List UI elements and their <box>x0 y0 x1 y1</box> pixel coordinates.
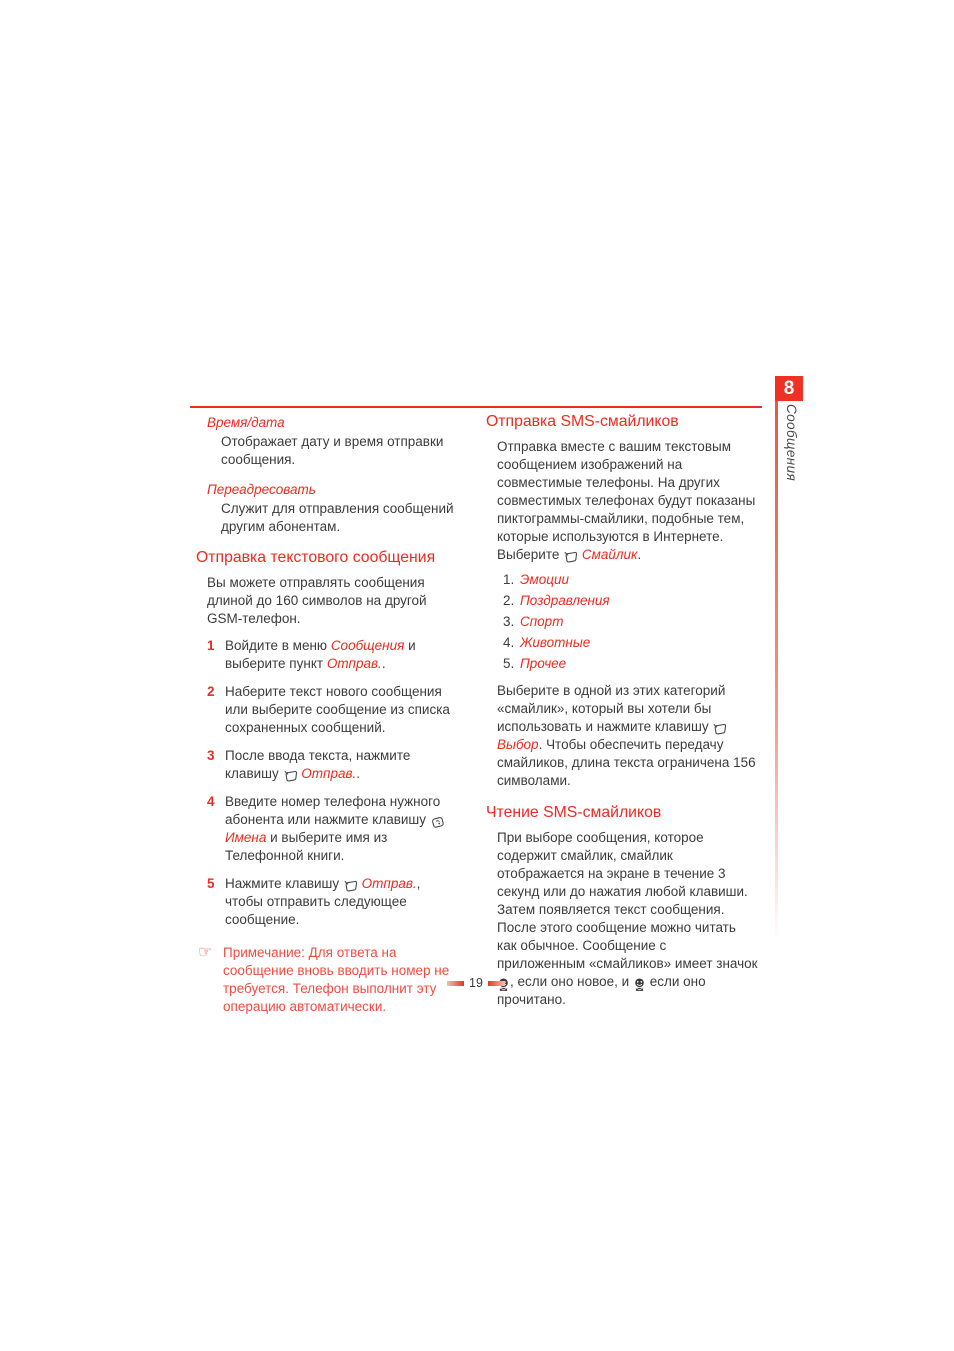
step-text <box>225 875 461 929</box>
step-text <box>225 747 461 783</box>
text-run: При выборе сообщения, которое содержит смайлик, смайлик отображается на экране в течение 3 секунд или до нажатия любой клавиши. Затем появляется текст сообщения. После этого сообщение можно читать как обычное. Сообщение с приложенным «смайликов» имеет значок <box>497 830 758 971</box>
text-run: Отправка вместе с вашим текстовым сообщением изображений на совместимые телефоны. На других совместимых телефонах будут показаны пиктограммы-смайлики, подобные тем, которые используются в Интернете. Выберите <box>497 439 756 562</box>
category-number: 1. <box>503 572 515 587</box>
step-item-2 <box>207 683 462 737</box>
category-item-emotions <box>503 571 758 589</box>
smiley-category-list <box>503 571 758 673</box>
category-item-sport <box>503 613 758 631</box>
inline-ref: Сообщения <box>330 638 405 653</box>
text-run: После ввода текста, нажмите клавишу <box>225 748 411 781</box>
text-run: Наберите текст нового сообщения или выберите сообщение из списка сохраненных сообщений. <box>225 684 450 735</box>
text-run: . <box>637 547 642 562</box>
text-run: Нажмите клавишу <box>225 876 343 891</box>
category-item-animals <box>503 634 758 652</box>
send-smileys-intro <box>497 438 758 564</box>
subsection-body-forward: Служит для отправления сообщений другим абонентам. <box>221 501 454 534</box>
steps-list <box>207 637 462 929</box>
smiley-read-icon <box>633 978 646 991</box>
subsection-title-time-date: Время/дата <box>207 415 285 430</box>
step-item-5 <box>207 875 462 929</box>
section-title-send-smileys: Отправка SMS-смайликов <box>486 413 679 430</box>
section-intro: Вы можете отправлять сообщения длиной до 160 символов на другой GSM-телефон. <box>207 575 427 626</box>
text-run: . Чтобы обеспечить передачу смайликов, длина текста ограничена 156 символами. <box>497 737 756 788</box>
category-number: 4. <box>503 635 515 650</box>
top-rule <box>190 406 762 408</box>
step-text <box>225 637 461 673</box>
inline-ref: Имена <box>225 830 267 845</box>
chapter-tab-line <box>775 401 778 941</box>
text-run: Выберите в одной из этих категорий «смайлик», который вы хотели бы использовать и нажмите клавишу <box>497 683 726 734</box>
category-number: 5. <box>503 656 515 671</box>
step-text <box>225 793 461 865</box>
category-label: Спорт <box>520 614 564 629</box>
inline-ref: Смайлик <box>581 547 638 562</box>
footer-bar-left <box>447 981 464 986</box>
text-run: и выберите имя из Телефонной книги. <box>225 830 388 863</box>
step-item-3 <box>207 747 462 783</box>
page-footer <box>447 977 505 989</box>
chapter-tab-title: Сообщения <box>784 404 799 482</box>
category-number: 3. <box>503 614 515 629</box>
step-number: 5 <box>207 876 215 891</box>
text-run: . <box>381 656 386 671</box>
section-title-send-text: Отправка текстового сообщения <box>196 549 436 566</box>
subsection-title-forward: Переадресовать <box>207 482 316 497</box>
text-run: Введите номер телефона нужного абонента или нажмите клавишу <box>225 794 441 827</box>
category-label: Поздравления <box>520 593 610 608</box>
category-number: 2. <box>503 593 515 608</box>
step-number: 3 <box>207 748 215 763</box>
read-smileys-body <box>497 829 758 1009</box>
text-run: и выберите пункт <box>225 638 416 671</box>
text-run: Войдите в меню <box>225 638 331 653</box>
text-run: , если оно новое, и <box>510 974 633 989</box>
chapter-tab-number: 8 <box>775 376 803 401</box>
left-column <box>196 414 462 1016</box>
category-item-congratulations <box>503 592 758 610</box>
send-smileys-outro <box>497 682 758 790</box>
text-run: если оно прочитано. <box>497 974 706 1007</box>
section-title-read-smileys: Чтение SMS-смайликов <box>486 804 662 821</box>
category-item-other <box>503 655 758 673</box>
inline-ref: Выбор <box>497 737 539 752</box>
category-label: Эмоции <box>520 572 570 587</box>
inline-ref: Отправ. <box>301 766 357 781</box>
softkey-icon <box>283 770 298 783</box>
step-item-1 <box>207 637 462 673</box>
note <box>198 944 462 1016</box>
step-number: 2 <box>207 684 215 699</box>
step-number: 4 <box>207 794 215 809</box>
softkey-icon <box>712 723 727 736</box>
step-number: 1 <box>207 638 215 653</box>
category-label: Животные <box>520 635 591 650</box>
text-run: . <box>356 766 361 781</box>
note-text: Примечание: Для ответа на сообщение вновь вводить номер не требуется. Телефон выполнит эту операцию автоматически. <box>223 945 450 1014</box>
footer-bar-right <box>488 981 505 986</box>
subsection-body-time-date: Отображает дату и время отправки сообщения. <box>221 434 444 467</box>
right-column <box>486 412 758 1016</box>
step-item-4 <box>207 793 462 865</box>
softkey-icon <box>343 880 358 893</box>
pointing-hand-icon: ☞ <box>198 944 213 961</box>
phonebook-key-icon <box>430 816 445 829</box>
inline-ref: Отправ. <box>326 656 382 671</box>
softkey-icon <box>563 551 578 564</box>
inline-ref: Отправ. <box>361 876 417 891</box>
category-label: Прочее <box>520 656 567 671</box>
step-text <box>225 683 461 737</box>
page-number: 19 <box>469 976 483 990</box>
text-run: , чтобы отправить следующее сообщение. <box>225 876 421 927</box>
